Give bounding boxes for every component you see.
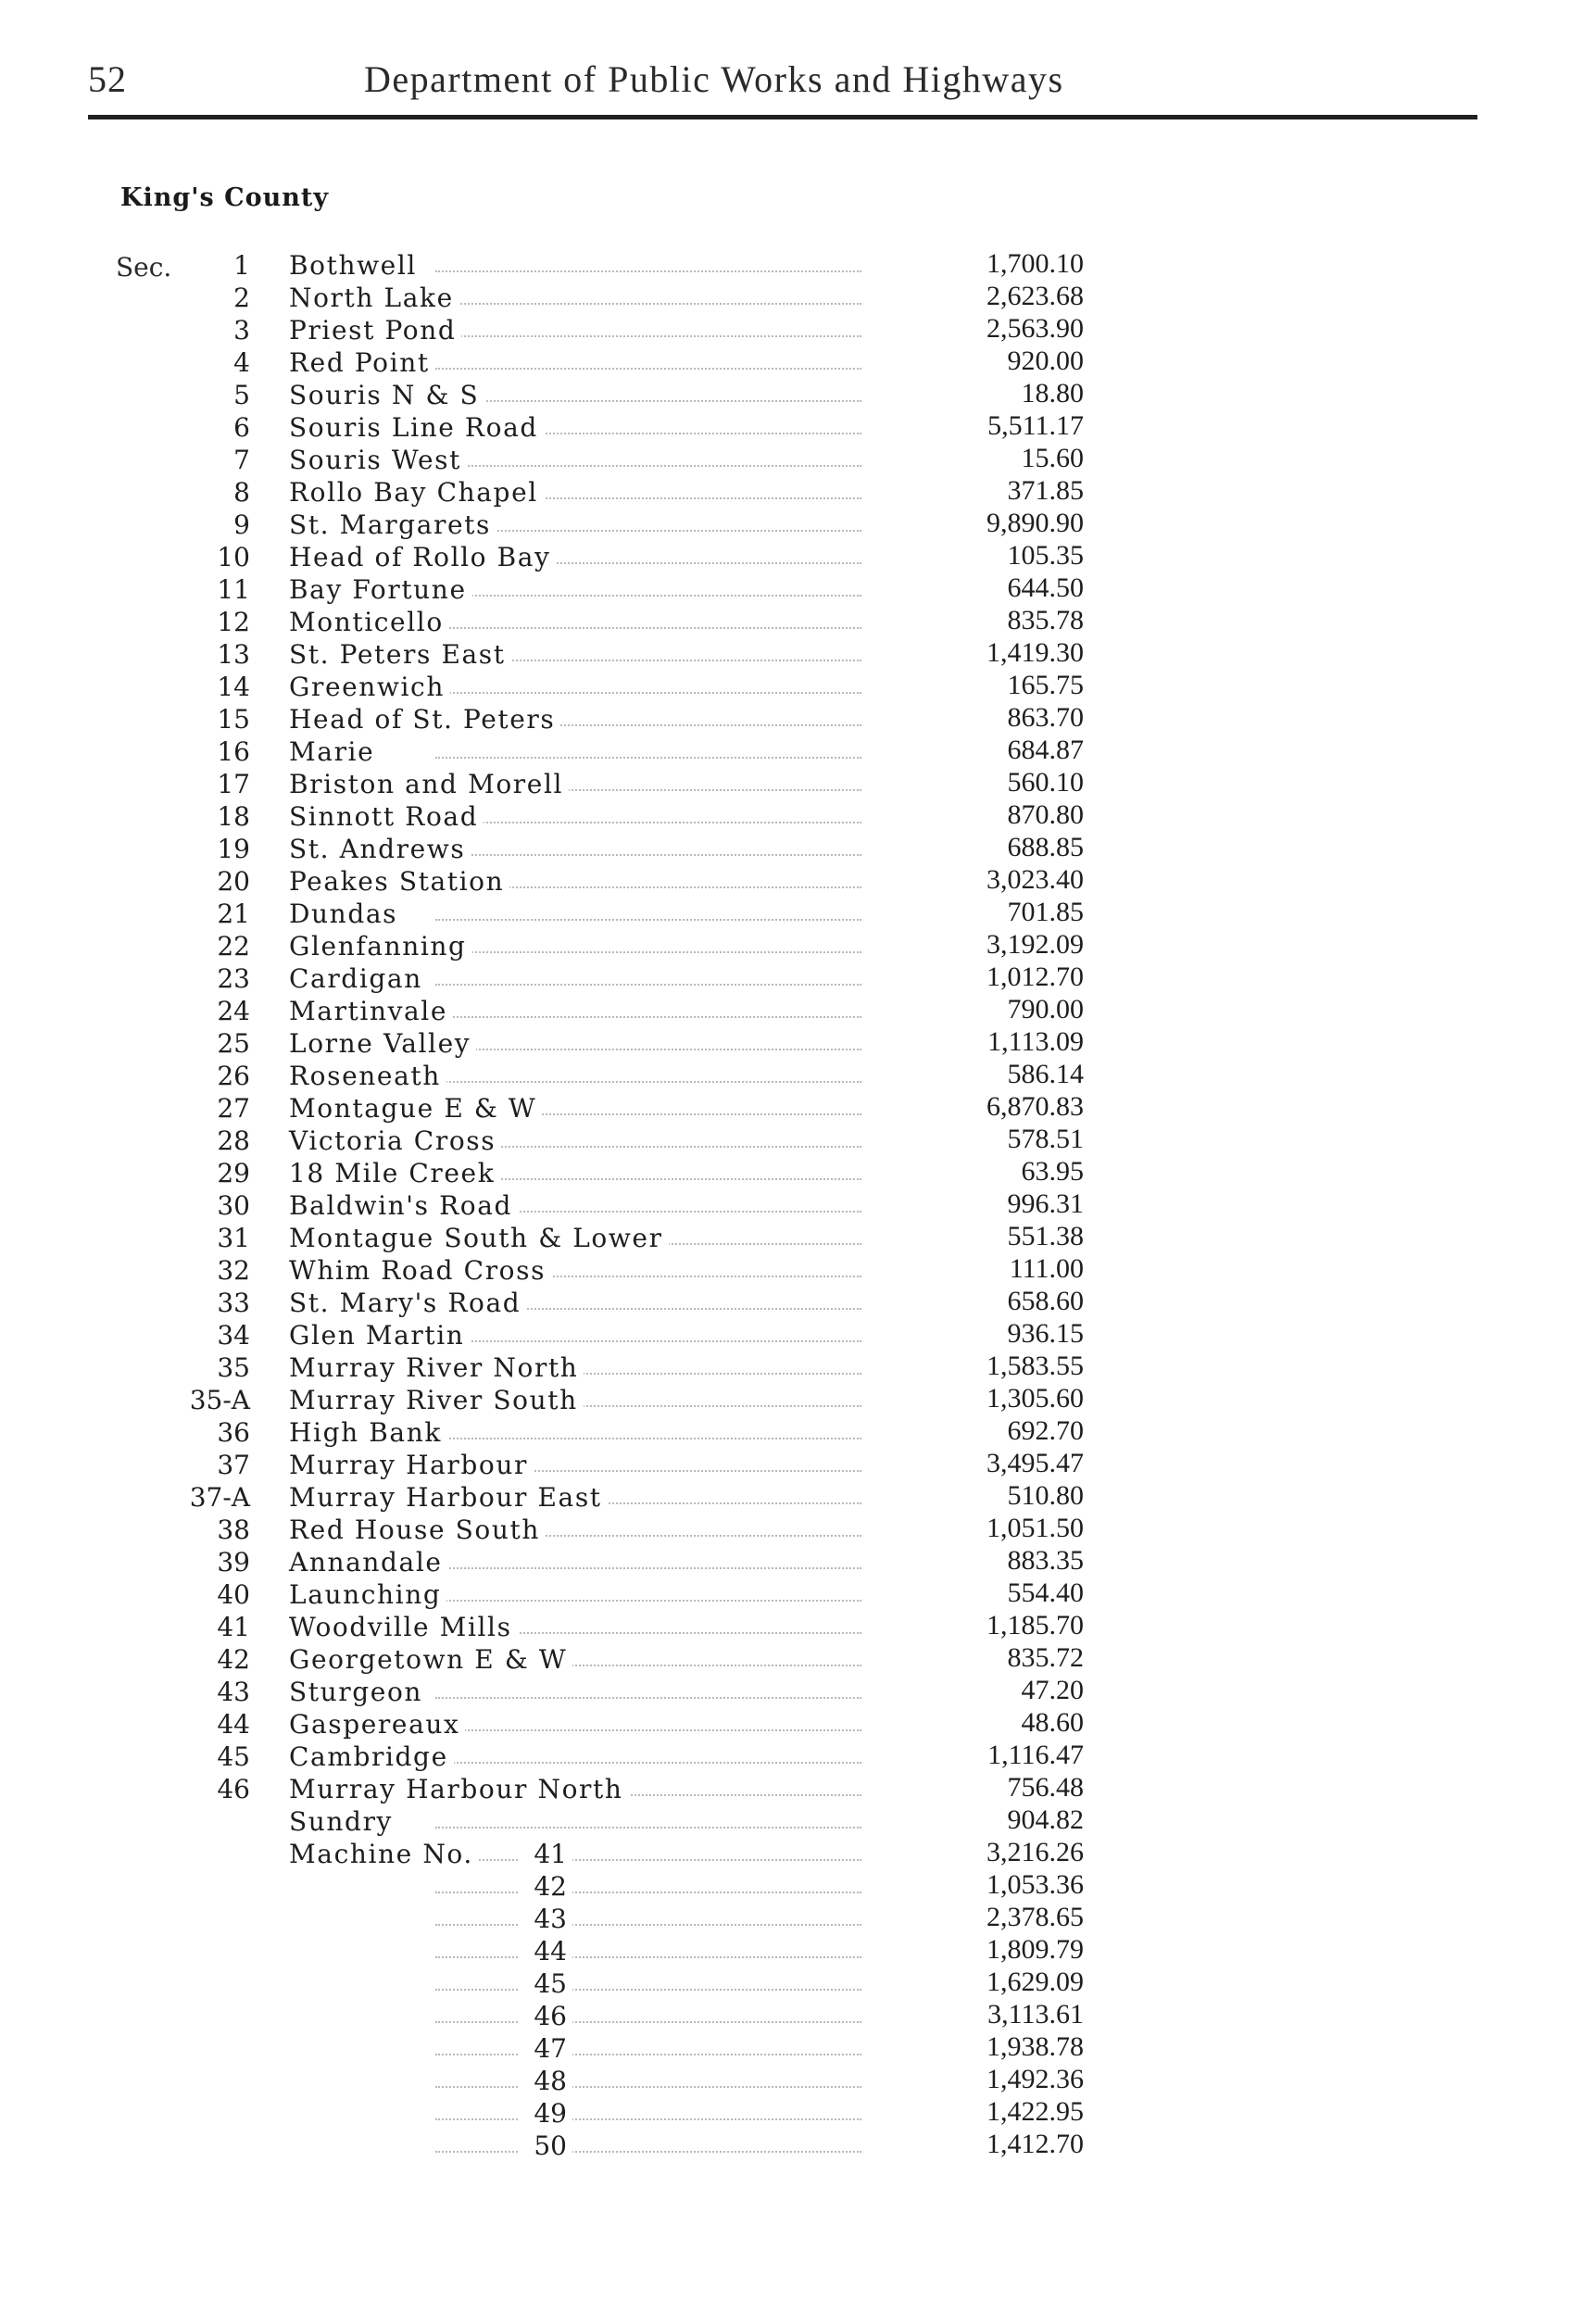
road-name: Georgetown E & W — [289, 1644, 572, 1675]
list-item — [0, 899, 1596, 931]
road-name: Murray Harbour North — [289, 1774, 629, 1804]
road-name: Murray Harbour — [289, 1450, 534, 1480]
list-item — [0, 1644, 1596, 1677]
page-number: 52 — [88, 58, 127, 100]
amount: 883.35 — [1007, 1545, 1084, 1576]
dot-leader — [435, 627, 861, 629]
dot-leader — [435, 1567, 861, 1569]
list-item — [0, 963, 1596, 996]
amount: 586.14 — [1007, 1059, 1084, 1089]
amount: 756.48 — [1007, 1772, 1084, 1803]
list-item — [0, 2001, 1596, 2033]
dot-leader — [435, 465, 861, 467]
road-name: Monticello — [289, 607, 449, 637]
list-item — [0, 801, 1596, 834]
road-name: Annandale — [289, 1547, 448, 1577]
section-number: 6 — [233, 412, 250, 443]
amount: 904.82 — [1007, 1804, 1084, 1835]
section-number: 14 — [217, 672, 250, 702]
amount: 551.38 — [1007, 1221, 1084, 1251]
list-item — [0, 1352, 1596, 1385]
dot-leader — [435, 595, 861, 597]
section-number: 25 — [217, 1028, 250, 1059]
road-name: Roseneath — [289, 1061, 446, 1091]
amount: 105.35 — [1007, 540, 1084, 571]
amount: 63.95 — [1021, 1156, 1084, 1187]
road-name: Red House South — [289, 1514, 546, 1545]
road-name: St. Andrews — [289, 834, 471, 864]
dot-leader — [435, 1762, 861, 1764]
road-name: Red Point — [289, 347, 435, 378]
section-number: 35 — [217, 1352, 250, 1383]
amount: 684.87 — [1007, 735, 1084, 765]
list-item — [0, 1968, 1596, 2001]
road-name: Head of St. Peters — [289, 704, 560, 735]
list-item — [0, 1450, 1596, 1482]
dot-leader — [435, 1049, 861, 1050]
section-number: 29 — [217, 1158, 250, 1188]
section-number: 26 — [217, 1061, 250, 1091]
amount: 3,192.09 — [987, 929, 1084, 960]
road-name: Rollo Bay Chapel — [289, 477, 544, 508]
list-item — [0, 542, 1596, 574]
amount: 1,185.70 — [987, 1610, 1084, 1640]
list-item — [0, 1320, 1596, 1352]
road-name: St. Margarets — [289, 509, 496, 540]
amount: 47.20 — [1021, 1675, 1084, 1705]
amount: 790.00 — [1007, 994, 1084, 1024]
dot-leader — [435, 1016, 861, 1018]
section-number: 10 — [217, 542, 250, 572]
dot-leader — [435, 400, 861, 402]
section-number: 30 — [217, 1190, 250, 1221]
road-name: Cardigan — [289, 963, 428, 994]
road-name: Souris Line Road — [289, 412, 544, 443]
list-item — [0, 1385, 1596, 1417]
section-number: 37 — [217, 1450, 250, 1480]
amount: 1,412.70 — [987, 2129, 1084, 2159]
machine-number: 42 — [519, 1871, 572, 1902]
section-number: 19 — [217, 834, 250, 864]
list-item — [0, 704, 1596, 736]
section-number: 27 — [217, 1093, 250, 1124]
dot-leader — [435, 2054, 861, 2055]
road-name: Machine No. — [289, 1839, 479, 1869]
road-name: Glenfanning — [289, 931, 472, 961]
road-name: Greenwich — [289, 672, 450, 702]
road-name: Marie — [289, 736, 380, 767]
road-name: Bay Fortune — [289, 574, 472, 605]
list-item — [0, 736, 1596, 769]
list-item — [0, 672, 1596, 704]
amount: 1,113.09 — [987, 1026, 1084, 1057]
dot-leader — [435, 951, 861, 953]
road-name: Woodville Mills — [289, 1612, 518, 1642]
dot-leader — [435, 1924, 861, 1926]
section-title: King's County — [120, 183, 330, 212]
dot-leader — [435, 2086, 861, 2088]
machine-number: 50 — [519, 2130, 572, 2161]
road-name: St. Peters East — [289, 639, 511, 670]
dot-leader — [435, 692, 861, 694]
list-item — [0, 769, 1596, 801]
section-number: 15 — [217, 704, 250, 735]
amount: 3,495.47 — [987, 1448, 1084, 1478]
amount: 870.80 — [1007, 799, 1084, 830]
list-item — [0, 445, 1596, 477]
section-number: 42 — [217, 1644, 250, 1675]
section-number: 38 — [217, 1514, 250, 1545]
list-item — [0, 1579, 1596, 1612]
amount: 701.85 — [1007, 897, 1084, 927]
section-number: 18 — [217, 801, 250, 832]
machine-number: 48 — [519, 2066, 572, 2096]
section-number: 11 — [217, 574, 250, 605]
road-name: Murray Harbour East — [289, 1482, 608, 1513]
list-item — [0, 1417, 1596, 1450]
amount: 1,012.70 — [987, 961, 1084, 992]
section-number: 22 — [217, 931, 250, 961]
dot-leader — [435, 757, 861, 759]
section-number: 32 — [217, 1255, 250, 1286]
list-item — [0, 380, 1596, 412]
list-item — [0, 1806, 1596, 1839]
amount: 1,492.36 — [987, 2064, 1084, 2094]
amount: 578.51 — [1007, 1124, 1084, 1154]
section-number: 41 — [217, 1612, 250, 1642]
list-item — [0, 1514, 1596, 1547]
list-item — [0, 1871, 1596, 1904]
amount: 1,629.09 — [987, 1967, 1084, 1997]
section-number: 35-A — [189, 1385, 250, 1415]
road-name: Peakes Station — [289, 866, 509, 897]
list-item — [0, 509, 1596, 542]
amount: 692.70 — [1007, 1415, 1084, 1446]
road-name: Sundry — [289, 1806, 398, 1837]
amount: 554.40 — [1007, 1577, 1084, 1608]
list-item — [0, 250, 1596, 283]
section-number: 17 — [217, 769, 250, 799]
header-rule — [88, 115, 1477, 119]
dot-leader — [435, 1600, 861, 1602]
amount: 688.85 — [1007, 832, 1084, 862]
amount: 2,623.68 — [987, 281, 1084, 311]
amount: 1,116.47 — [987, 1740, 1084, 1770]
list-item — [0, 996, 1596, 1028]
road-name: 18 Mile Creek — [289, 1158, 500, 1188]
list-item — [0, 1061, 1596, 1093]
section-number: 43 — [217, 1677, 250, 1707]
road-name: High Bank — [289, 1417, 447, 1448]
running-title: Department of Public Works and Highways — [364, 58, 1064, 100]
amount: 920.00 — [1007, 346, 1084, 376]
list-item — [0, 1904, 1596, 1936]
road-name: Martinvale — [289, 996, 453, 1026]
section-number: 34 — [217, 1320, 250, 1351]
amount: 3,023.40 — [987, 864, 1084, 895]
machine-number: 44 — [519, 1936, 572, 1967]
amount: 18.80 — [1021, 378, 1084, 408]
amount: 1,422.95 — [987, 2096, 1084, 2127]
list-item — [0, 477, 1596, 509]
dot-leader — [435, 1827, 861, 1829]
road-name: Baldwin's Road — [289, 1190, 518, 1221]
amount: 1,419.30 — [987, 637, 1084, 668]
road-name: Souris N & S — [289, 380, 484, 410]
list-item — [0, 2130, 1596, 2163]
amount: 111.00 — [1009, 1253, 1084, 1284]
section-number: 40 — [217, 1579, 250, 1610]
list-item — [0, 2066, 1596, 2098]
section-number: 12 — [217, 607, 250, 637]
road-name: Briston and Morell — [289, 769, 569, 799]
dot-leader — [435, 919, 861, 921]
list-item — [0, 347, 1596, 380]
machine-number: 47 — [519, 2033, 572, 2064]
amount: 9,890.90 — [987, 508, 1084, 538]
amount: 1,053.36 — [987, 1869, 1084, 1900]
section-number: 7 — [233, 445, 250, 475]
section-number: 21 — [217, 899, 250, 929]
amount: 510.80 — [1007, 1480, 1084, 1511]
list-item — [0, 574, 1596, 607]
dot-leader — [435, 368, 861, 370]
road-name: Cambridge — [289, 1741, 454, 1772]
dot-leader — [435, 1697, 861, 1699]
section-number: 3 — [233, 315, 250, 346]
amount: 5,511.17 — [987, 410, 1084, 441]
list-item — [0, 283, 1596, 315]
road-name: Glen Martin — [289, 1320, 470, 1351]
dot-leader — [435, 530, 861, 532]
list-item — [0, 1288, 1596, 1320]
amount: 936.15 — [1007, 1318, 1084, 1349]
machine-number: 46 — [519, 2001, 572, 2031]
road-name: North Lake — [289, 283, 459, 313]
road-name: Montague South & Lower — [289, 1223, 669, 1253]
amount: 863.70 — [1007, 702, 1084, 733]
section-number: 44 — [217, 1709, 250, 1740]
amount: 165.75 — [1007, 670, 1084, 700]
list-item — [0, 1093, 1596, 1125]
list-item — [0, 1709, 1596, 1741]
amount: 2,378.65 — [987, 1902, 1084, 1932]
amount: 996.31 — [1007, 1188, 1084, 1219]
road-name: Head of Rollo Bay — [289, 542, 557, 572]
amount: 3,113.61 — [987, 1999, 1084, 2030]
list-item — [0, 2033, 1596, 2066]
dot-leader — [435, 2118, 861, 2120]
dot-leader — [435, 1438, 861, 1439]
dot-leader — [435, 2151, 861, 2153]
dot-leader — [435, 303, 861, 305]
section-number: 31 — [217, 1223, 250, 1253]
amount: 1,938.78 — [987, 2031, 1084, 2062]
amount: 835.72 — [1007, 1642, 1084, 1673]
road-name: Bothwell — [289, 250, 422, 281]
list-item — [0, 412, 1596, 445]
list-item — [0, 1125, 1596, 1158]
dot-leader — [435, 270, 861, 272]
section-number: 2 — [233, 283, 250, 313]
amount: 835.78 — [1007, 605, 1084, 635]
list-item — [0, 1612, 1596, 1644]
road-name: Murray River South — [289, 1385, 584, 1415]
amount: 15.60 — [1021, 443, 1084, 473]
section-number: 36 — [217, 1417, 250, 1448]
section-number: 13 — [217, 639, 250, 670]
road-name: Gaspereaux — [289, 1709, 465, 1740]
dot-leader — [435, 1892, 861, 1893]
list-item — [0, 639, 1596, 672]
road-name: Whim Road Cross — [289, 1255, 551, 1286]
section-abbreviation-label: Sec. — [116, 252, 172, 283]
amount: 6,870.83 — [987, 1091, 1084, 1122]
list-item — [0, 1255, 1596, 1288]
section-number: 39 — [217, 1547, 250, 1577]
section-number: 1 — [233, 250, 250, 281]
dot-leader — [435, 1729, 861, 1731]
list-item — [0, 834, 1596, 866]
dot-leader — [435, 1956, 861, 1958]
dot-leader — [435, 854, 861, 856]
road-name: Sturgeon — [289, 1677, 428, 1707]
dot-leader — [435, 984, 861, 986]
dot-leader — [435, 1859, 861, 1861]
amount: 371.85 — [1007, 475, 1084, 506]
amount: 2,563.90 — [987, 313, 1084, 344]
road-name: Sinnott Road — [289, 801, 484, 832]
list-item — [0, 315, 1596, 347]
amount: 1,809.79 — [987, 1934, 1084, 1965]
section-number: 4 — [233, 347, 250, 378]
road-name: Montague E & W — [289, 1093, 542, 1124]
amount: 1,051.50 — [987, 1513, 1084, 1543]
list-item — [0, 1741, 1596, 1774]
amount: 1,583.55 — [987, 1351, 1084, 1381]
section-number: 33 — [217, 1288, 250, 1318]
road-name: Murray River North — [289, 1352, 584, 1383]
section-number: 20 — [217, 866, 250, 897]
section-number: 9 — [233, 509, 250, 540]
road-name: Launching — [289, 1579, 446, 1610]
dot-leader — [435, 1989, 861, 1991]
list-item — [0, 866, 1596, 899]
road-name: St. Mary's Road — [289, 1288, 526, 1318]
road-name: Victoria Cross — [289, 1125, 501, 1156]
dot-leader — [435, 1081, 861, 1083]
list-item — [0, 1547, 1596, 1579]
road-name: Priest Pond — [289, 315, 461, 346]
section-number: 45 — [217, 1741, 250, 1772]
road-name: Souris West — [289, 445, 467, 475]
section-number: 37-A — [189, 1482, 250, 1513]
dot-leader — [435, 822, 861, 823]
machine-number: 43 — [519, 1904, 572, 1934]
road-name: Dundas — [289, 899, 403, 929]
amount: 1,700.10 — [987, 248, 1084, 279]
list-item — [0, 1223, 1596, 1255]
amount: 658.60 — [1007, 1286, 1084, 1316]
amount: 48.60 — [1021, 1707, 1084, 1738]
dot-leader — [435, 2021, 861, 2023]
section-number: 46 — [217, 1774, 250, 1804]
dot-leader — [435, 335, 861, 337]
list-item — [0, 1774, 1596, 1806]
dot-leader — [435, 1340, 861, 1342]
list-item — [0, 1028, 1596, 1061]
road-name: Lorne Valley — [289, 1028, 476, 1059]
list-item — [0, 1190, 1596, 1223]
section-number: 5 — [233, 380, 250, 410]
machine-number: 41 — [519, 1839, 572, 1869]
amount: 3,216.26 — [987, 1837, 1084, 1867]
machine-number: 45 — [519, 1968, 572, 1999]
section-number: 8 — [233, 477, 250, 508]
amount: 560.10 — [1007, 767, 1084, 798]
section-number: 28 — [217, 1125, 250, 1156]
machine-number: 49 — [519, 2098, 572, 2129]
list-item — [0, 1482, 1596, 1514]
list-item — [0, 607, 1596, 639]
list-item — [0, 1936, 1596, 1968]
section-number: 23 — [217, 963, 250, 994]
list-item — [0, 1677, 1596, 1709]
list-item — [0, 1839, 1596, 1871]
list-item — [0, 1158, 1596, 1190]
page-header — [88, 57, 1477, 111]
expenditure-list — [0, 250, 1596, 2163]
list-item — [0, 2098, 1596, 2130]
list-item — [0, 931, 1596, 963]
amount: 644.50 — [1007, 572, 1084, 603]
amount: 1,305.60 — [987, 1383, 1084, 1414]
section-number: 16 — [217, 736, 250, 767]
section-number: 24 — [217, 996, 250, 1026]
